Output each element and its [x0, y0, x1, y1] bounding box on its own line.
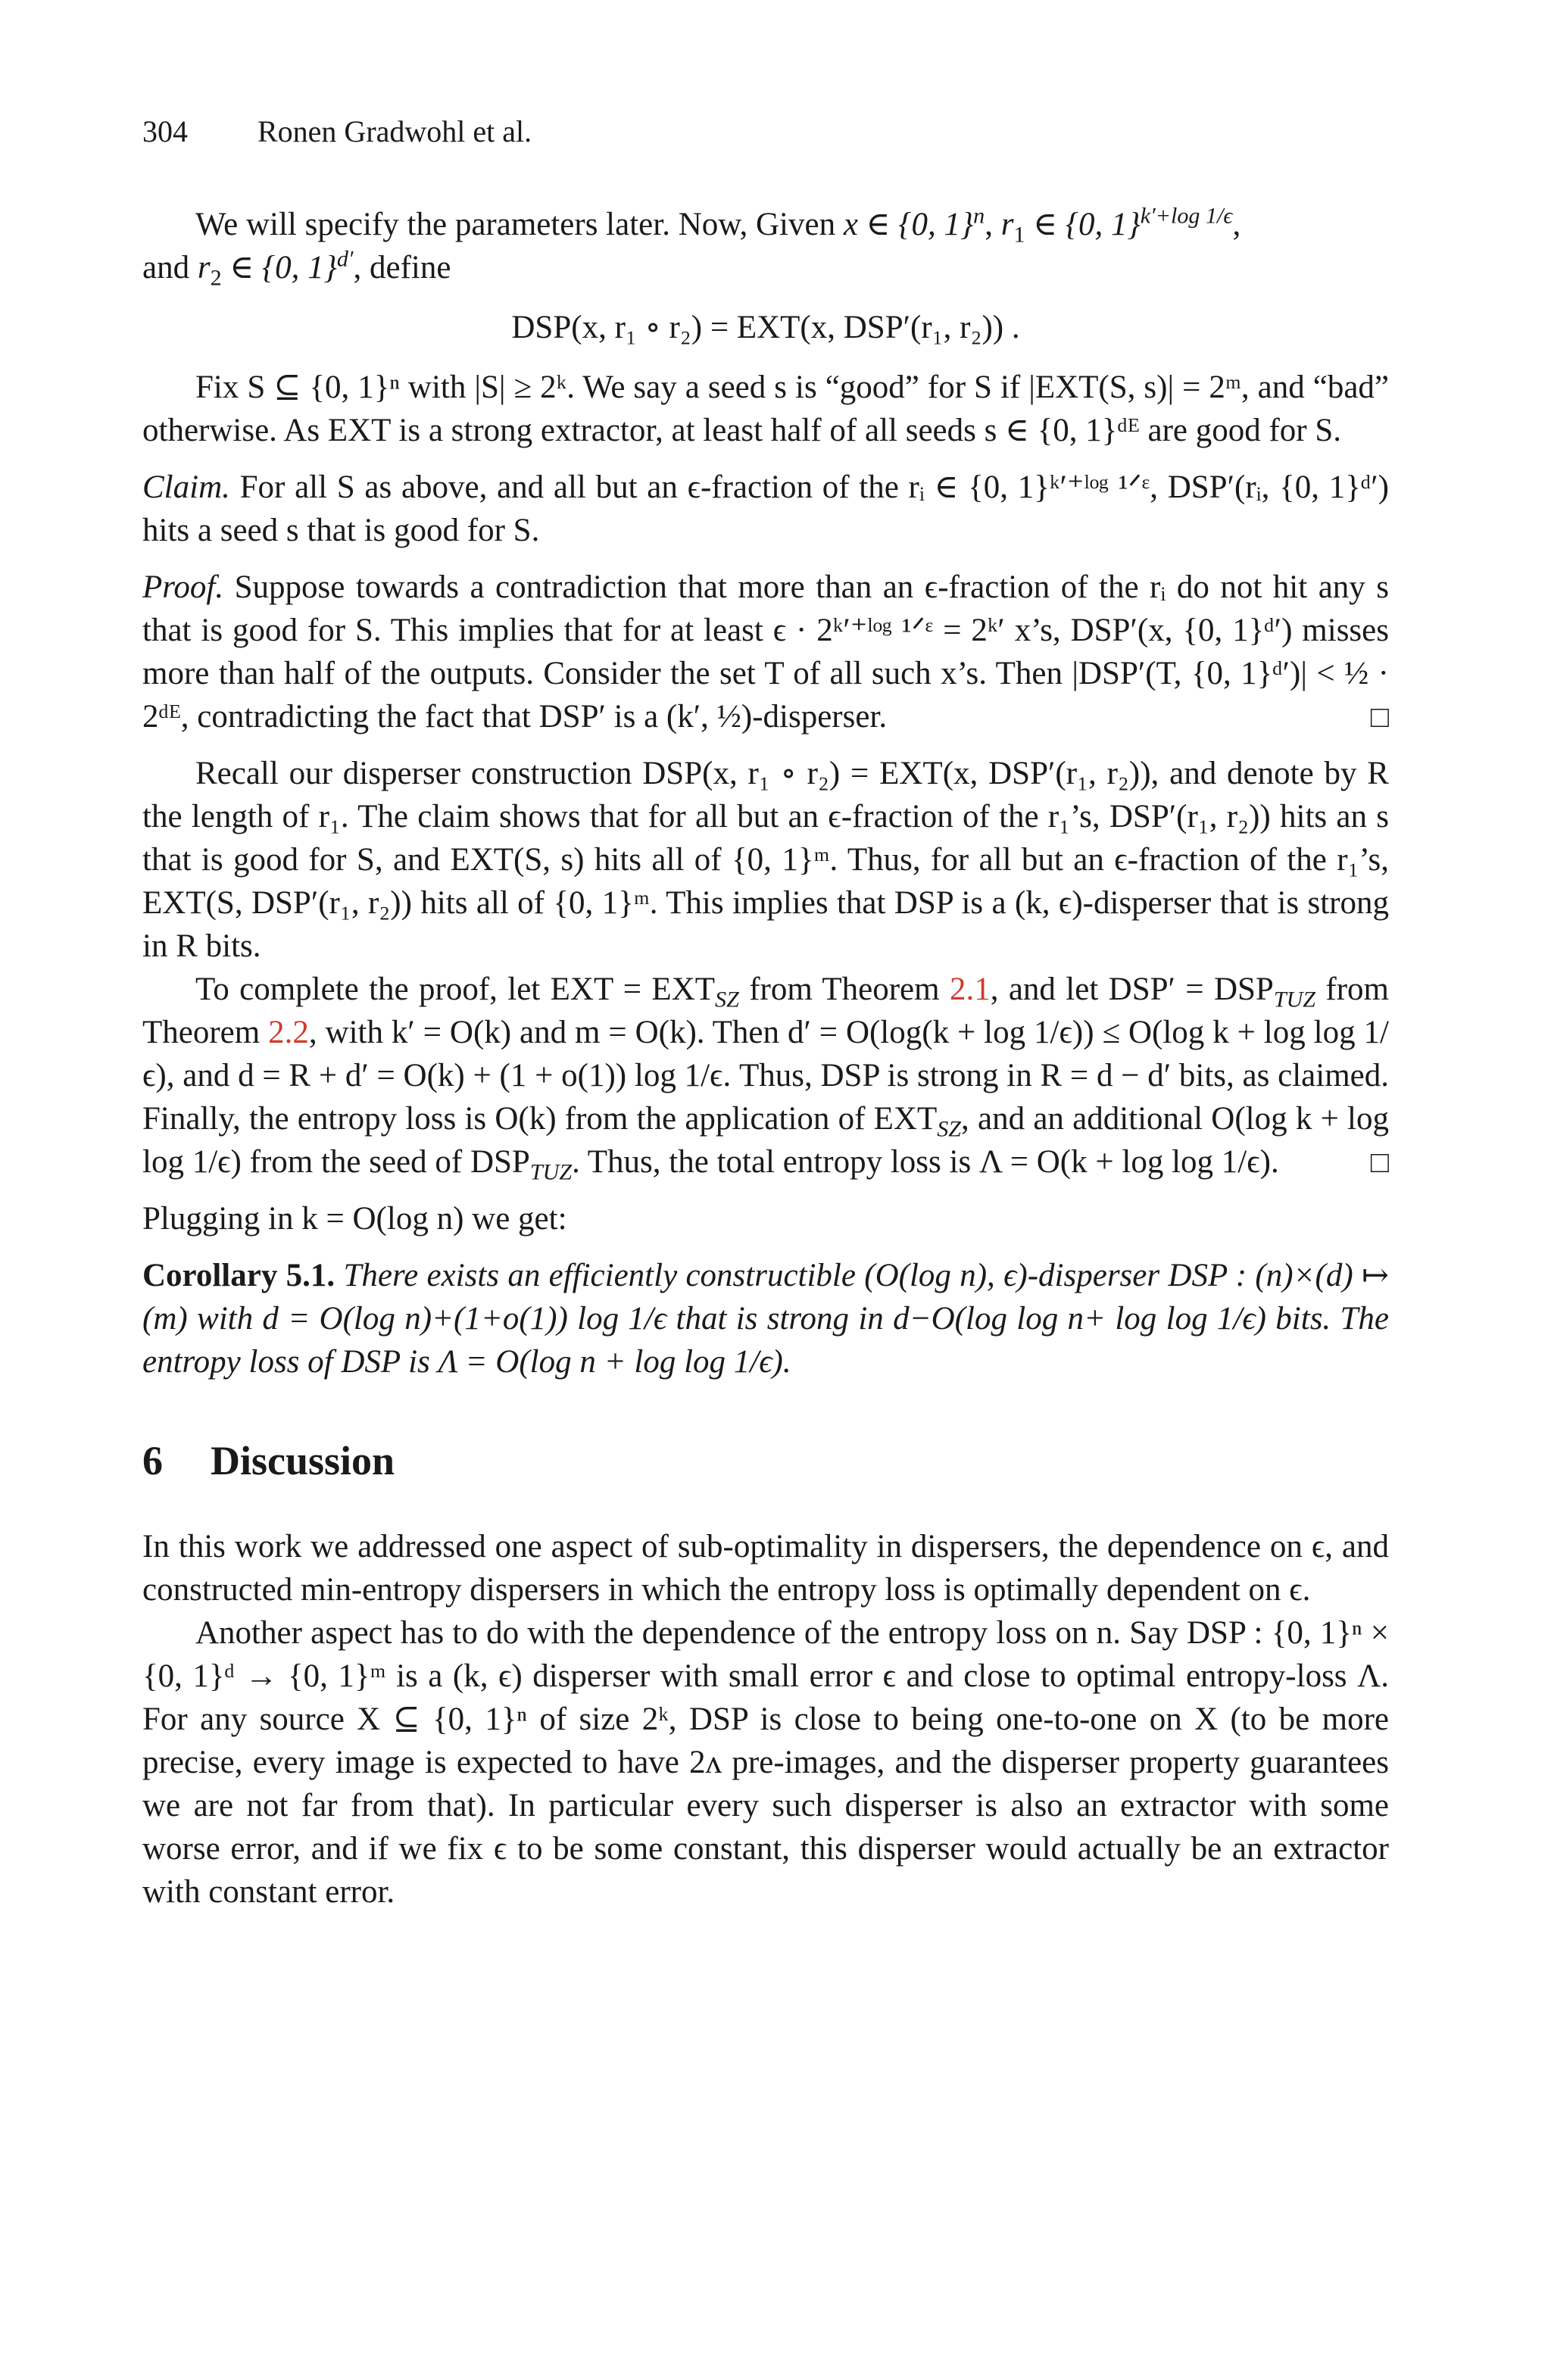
proof	[142, 566, 1389, 738]
claim-text: For all S as above, and all but an ϵ-fraction of the rᵢ ∈ {0, 1}ᵏ′⁺ˡᵒᵍ ¹ᐟᵋ, DSP′(rᵢ, {0, 1}ᵈ′) hits a seed s that is good for S.	[142, 469, 1389, 548]
paragraph-complete-proof	[142, 968, 1389, 1184]
math: ∈ {0, 1}	[1025, 207, 1141, 242]
paragraph-recall: Recall our disperser construction DSP(x, r₁ ∘ r₂) = EXT(x, DSP′(r₁, r₂)), and denote by R the length of r₁. The claim shows that for all but an ϵ-fraction of the r₁’s, DSP′(r₁, r₂)) hits an s that is good for S, and EXT(S, s) hits all of {0, 1}ᵐ. Thus, for all but an ϵ-fraction of the r₁’s, EXT(S, DSP′(r₁, r₂)) hits all of {0, 1}ᵐ. This implies that DSP is a (k, ϵ)-disperser that is strong in R bits.	[142, 756, 1389, 964]
corollary-text: There exists an efficiently constructible (O(log n), ϵ)-disperser DSP : (n)×(d) ↦ (m) with d = O(log n)+(1+o(1)) log 1/ϵ that is strong in d−O(log log n+ log log 1/ϵ) bits. The entropy loss of DSP is Λ = O(log n + log log 1/ϵ).	[142, 1258, 1390, 1380]
math: 2	[210, 264, 222, 291]
corollary	[142, 1254, 1389, 1383]
math: r	[1000, 207, 1014, 242]
running-head: Ronen Gradwohl et al.	[257, 114, 532, 148]
math: n	[973, 202, 985, 229]
text: ,	[1232, 207, 1241, 242]
text: To complete the proof, let EXT = EXT	[195, 972, 716, 1007]
theorem-link[interactable]: 2.1	[949, 972, 991, 1007]
text: , with k′ = O(k) and m = O(k). Then d′ = O(log(k + log 1/ϵ)) ≤ O(log k + log log 1/ϵ), and d = R + d′ = O(k) + (1 + o(1)) log 1/ϵ. Thus, DSP is strong in R = d − d′ bits, as claimed. Finally, the entropy loss is O(k) from the application of EXT	[142, 1015, 1389, 1137]
corollary-label: Corollary 5.1.	[142, 1258, 335, 1293]
math: 1	[1013, 221, 1025, 248]
section-number: 6	[142, 1438, 163, 1483]
math: TUZ	[529, 1159, 573, 1185]
math: r	[197, 250, 211, 285]
text: ,	[985, 207, 1001, 242]
text: . Thus, the total entropy loss is Λ = O(k + log log 1/ϵ).	[572, 1144, 1279, 1180]
text: from Theorem	[142, 972, 1390, 1050]
paragraph-parameters	[142, 203, 1389, 289]
text: We will specify the parameters later. Now, Given	[195, 207, 844, 242]
math: ∈ {0, 1}	[221, 250, 337, 285]
text: from Theorem	[738, 972, 950, 1007]
paragraph-plugging: Plugging in k = O(log n) we get:	[142, 1201, 567, 1237]
text: , and an additional O(log k + log log 1/ϵ) from the seed of DSP	[142, 1101, 1389, 1180]
math: k′+log 1/ϵ	[1140, 202, 1233, 229]
claim	[142, 466, 1389, 552]
page-number: 304	[142, 114, 188, 148]
page-body	[142, 203, 1389, 1914]
text: , and let DSP′ = DSP	[990, 972, 1274, 1007]
paragraph-another-aspect: Another aspect has to do with the dependence of the entropy loss on n. Say DSP : {0, 1}ⁿ × {0, 1}ᵈ → {0, 1}ᵐ is a (k, ϵ) disperser with small error ϵ and close to optimal entropy-loss Λ. For any source X ⊆ {0, 1}ⁿ of size 2ᵏ, DSP is close to being one-to-one on X (to be more precise, every image is expected to have 2ᴧ pre-images, and the disperser property guarantees we are not far from that). In particular every such disperser is also an extractor with some worse error, and if we fix ϵ to be some constant, this disperser would actually be an extractor with constant error.	[142, 1615, 1389, 1910]
math: TUZ	[1273, 986, 1316, 1012]
text: , define	[353, 250, 451, 285]
paragraph-fix-s: Fix S ⊆ {0, 1}ⁿ with |S| ≥ 2ᵏ. We say a seed s is “good” for S if |EXT(S, s)| = 2ᵐ, and “bad” otherwise. As EXT is a strong extractor, at least half of all seeds s ∈ {0, 1}ᵈᴱ are good for S.	[142, 370, 1389, 448]
section-title: Discussion	[211, 1438, 395, 1483]
qed-symbol: □	[1370, 700, 1389, 734]
math: SZ	[937, 1115, 962, 1142]
running-header	[142, 114, 532, 149]
qed-symbol: □	[1370, 1145, 1389, 1179]
text: and	[142, 250, 198, 285]
display-equation: DSP(x, r₁ ∘ r₂) = EXT(x, DSP′(r₁, r₂)) .	[511, 310, 1020, 345]
math: d′	[336, 245, 354, 272]
claim-label: Claim.	[142, 469, 230, 505]
paragraph-discussion: In this work we addressed one aspect of sub-optimality in dispersers, the dependence on ϵ, and constructed min-entropy dispersers in which the entropy loss is optimally dependent on ϵ.	[142, 1529, 1389, 1608]
theorem-link[interactable]: 2.2	[268, 1015, 309, 1050]
section-heading	[142, 1440, 1389, 1483]
proof-label: Proof.	[142, 569, 224, 605]
math: x ∈ {0, 1}	[843, 207, 974, 242]
math: SZ	[715, 986, 739, 1012]
proof-text: Suppose towards a contradiction that more than an ϵ-fraction of the rᵢ do not hit any s that is good for S. This implies that for at least ϵ · 2ᵏ′⁺ˡᵒᵍ ¹ᐟᵋ = 2ᵏ′ x’s, DSP′(x, {0, 1}ᵈ′) misses more than half of the outputs. Consider the set T of all such x’s. Then |DSP′(T, {0, 1}ᵈ′)| < ½ · 2ᵈᴱ, contradicting the fact that DSP′ is a (k′, ½)-disperser.	[142, 569, 1389, 735]
